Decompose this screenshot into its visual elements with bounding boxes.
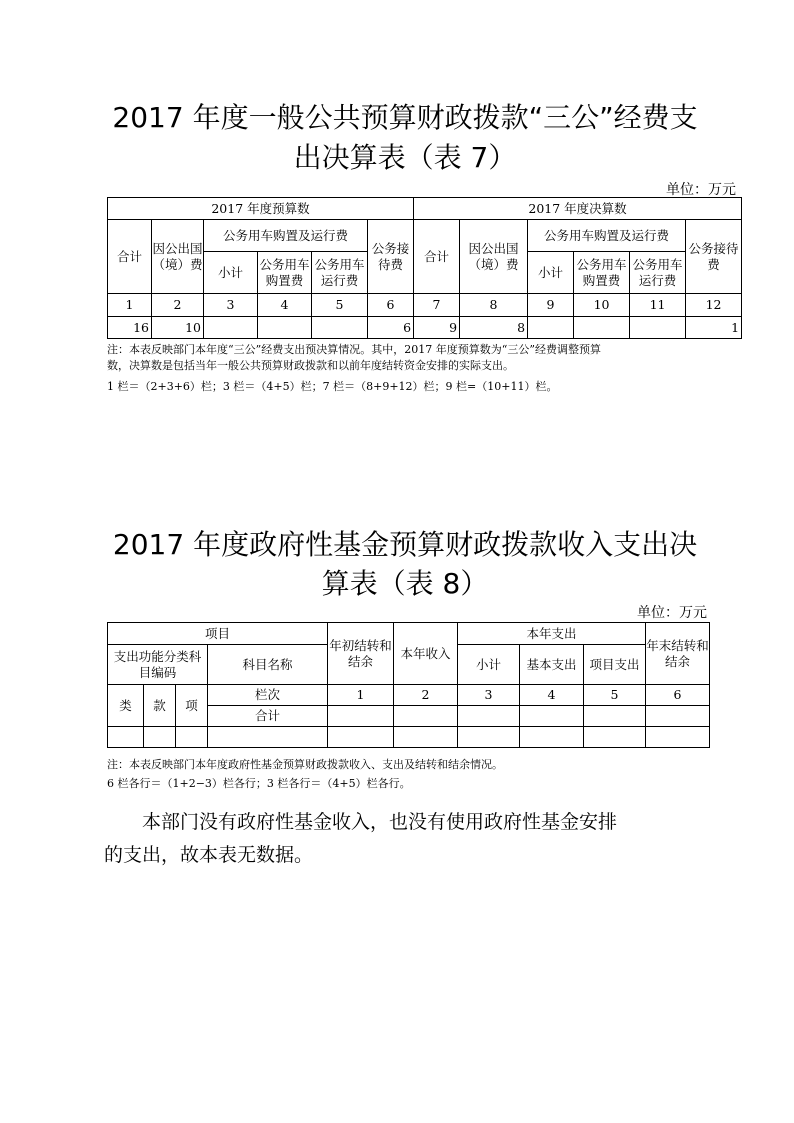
table8-note: 注：本表反映部门本年度政府性基金预算财政拨款收入、支出及结转和结余情况。: [107, 758, 503, 771]
table7-note-line2: 数，决算数是包括当年一般公共预算财政拨款和以前年度结转资金安排的实际支出。: [107, 359, 514, 372]
table7-note-line1: 注：本表反映部门本年度“三公”经费支出预决算情况。其中，2017 年度预算数为“三公”经费调整预算: [107, 343, 601, 356]
empty-cell: [520, 706, 584, 727]
final-header: 2017 年度决算数: [414, 198, 742, 220]
statement-line2: 的支出，故本表无数据。: [104, 844, 314, 866]
code-kuan: 款: [144, 685, 176, 727]
value-cell: [528, 317, 574, 339]
budget-subtotal-header: 小计: [204, 252, 258, 294]
col-number: 6: [646, 685, 710, 706]
empty-cell: [208, 727, 328, 748]
value-cell: 1: [686, 317, 742, 339]
col-index-label: 栏次: [208, 685, 328, 706]
col-number: 6: [368, 294, 414, 317]
empty-cell: [520, 727, 584, 748]
budget-purchase-header: 公务用车购置费: [258, 252, 312, 294]
budget-total-header: 合计: [108, 220, 152, 294]
closing-balance-header: 年末结转和结余: [646, 623, 710, 685]
empty-cell: [646, 706, 710, 727]
expense-group-header: 本年支出: [458, 623, 646, 645]
budget-vehicle-group-header: 公务用车购置及运行费: [204, 220, 368, 252]
empty-cell: [328, 706, 394, 727]
empty-cell: [646, 727, 710, 748]
final-reception-header: 公务接待费: [686, 220, 742, 294]
value-cell: 6: [368, 317, 414, 339]
col-number: 7: [414, 294, 460, 317]
empty-cell: [144, 727, 176, 748]
col-number: 8: [460, 294, 528, 317]
empty-cell: [584, 706, 646, 727]
table8-title-line1: 2017 年度政府性基金预算财政拨款收入支出决: [112, 528, 698, 561]
code-xiang: 项: [176, 685, 208, 727]
final-total-header: 合计: [414, 220, 460, 294]
table8-unit: 单位：万元: [637, 605, 707, 621]
code-lei: 类: [108, 685, 144, 727]
total-label: 合计: [208, 706, 328, 727]
value-cell: 10: [152, 317, 204, 339]
empty-cell: [458, 706, 520, 727]
table7-formula: 1 栏＝（2+3+6）栏；3 栏＝（4+5）栏；7 栏＝（8+9+12）栏；9 栏=（10+11）栏。: [107, 380, 558, 393]
budget-operation-header: 公务用车运行费: [312, 252, 368, 294]
budget-reception-header: 公务接待费: [368, 220, 414, 294]
col-number: 9: [528, 294, 574, 317]
basic-exp-header: 基本支出: [520, 645, 584, 685]
col-number: 5: [584, 685, 646, 706]
final-vehicle-group-header: 公务用车购置及运行费: [528, 220, 686, 252]
col-number: 3: [204, 294, 258, 317]
col-number: 5: [312, 294, 368, 317]
col-number: 3: [458, 685, 520, 706]
empty-cell: [176, 727, 208, 748]
table7-unit: 单位：万元: [666, 182, 736, 198]
col-number: 1: [328, 685, 394, 706]
col-number: 10: [574, 294, 630, 317]
col-number: 4: [258, 294, 312, 317]
table8: [107, 622, 710, 748]
statement-line1: 本部门没有政府性基金收入，也没有使用政府性基金安排: [142, 811, 618, 833]
final-operation-header: 公务用车运行费: [630, 252, 686, 294]
table7-title-line2: 出决算表（表 7）: [293, 141, 517, 174]
value-cell: 16: [108, 317, 152, 339]
final-subtotal-header: 小计: [528, 252, 574, 294]
value-cell: [204, 317, 258, 339]
final-purchase-header: 公务用车购置费: [574, 252, 630, 294]
final-abroad-header: 因公出国（境）费: [460, 220, 528, 294]
value-cell: 9: [414, 317, 460, 339]
col-number: 12: [686, 294, 742, 317]
table7: [107, 197, 742, 339]
col-number: 2: [394, 685, 458, 706]
col-number: 1: [108, 294, 152, 317]
table7-title-line1: 2017 年度一般公共预算财政拨款“三公”经费支: [112, 101, 698, 134]
col-number: 2: [152, 294, 204, 317]
empty-cell: [108, 727, 144, 748]
budget-header: 2017 年度预算数: [108, 198, 414, 220]
value-cell: 8: [460, 317, 528, 339]
func-code-header: 支出功能分类科目编码: [108, 645, 208, 685]
project-exp-header: 项目支出: [584, 645, 646, 685]
empty-cell: [584, 727, 646, 748]
empty-cell: [328, 727, 394, 748]
col-number: 11: [630, 294, 686, 317]
income-header: 本年收入: [394, 623, 458, 685]
value-cell: [312, 317, 368, 339]
value-cell: [574, 317, 630, 339]
no-data-statement: [104, 806, 704, 872]
subject-name-header: 科目名称: [208, 645, 328, 685]
budget-abroad-header: 因公出国（境）费: [152, 220, 204, 294]
table8-title-line2: 算表（表 8）: [321, 567, 489, 600]
empty-cell: [458, 727, 520, 748]
col-number: 4: [520, 685, 584, 706]
subtotal-header: 小计: [458, 645, 520, 685]
empty-cell: [394, 706, 458, 727]
empty-cell: [394, 727, 458, 748]
table8-formula: 6 栏各行＝（1+2−3）栏各行；3 栏各行＝（4+5）栏各行。: [107, 777, 411, 790]
opening-balance-header: 年初结转和结余: [328, 623, 394, 685]
value-cell: [630, 317, 686, 339]
value-cell: [258, 317, 312, 339]
item-header: 项目: [108, 623, 328, 645]
